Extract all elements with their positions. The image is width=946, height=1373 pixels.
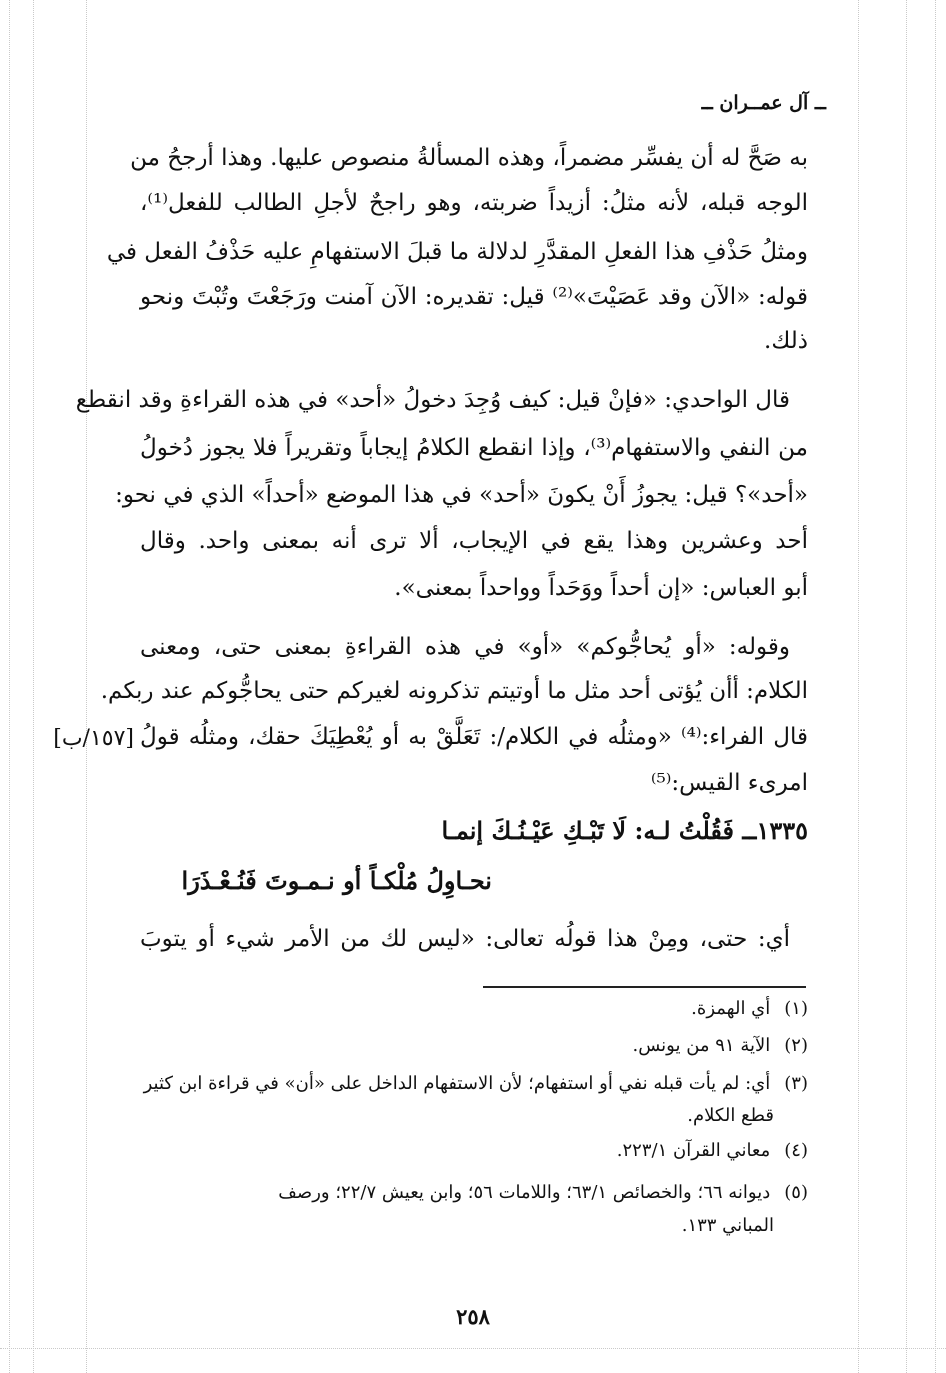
footnote [136, 1182, 808, 1205]
body-line: «أحد»؟ قيل: يجوزُ أَنْ يكونَ «أحد» في هذا الموضع «أحداً» الذي في نحو: [115, 482, 808, 508]
footnote [136, 1035, 808, 1058]
verse-second-hemistich: نحـاوِلُ مُلْكـاً أو نـمـوتَ فَنُـعْـذَرَا [181, 866, 492, 895]
body-line: به صَحَّ له أن يفسِّر مضمراً، وهذه المسألةُ منصوص عليها. وهذا أرجحُ من [130, 145, 808, 171]
running-title: ــ آل عمــران ــ [701, 92, 826, 114]
body-line: قال الواحدي: «فإنْ قيل: كيف وُجِدَ دخولُ «أحد» في هذه القراءةِ وقد انقطع [75, 387, 790, 413]
body-line: قوله: «الآن وقد عَصَيْتَ»⁽²⁾ قيل: تقديره: الآن آمنت ورَجَعْتَ وتُبْتَ ونحو [140, 284, 808, 310]
footnote-number: (٣) [784, 1073, 808, 1094]
page-number: ٢٥٨ [456, 1304, 490, 1329]
body-line: من النفي والاستفهام⁽³⁾، وإذا انقطع الكلامُ إيجاباً وتقريراً فلا يجوز دُخولُ [140, 435, 808, 461]
footnote-separator [483, 986, 806, 988]
body-line: امرىء القيس:⁽⁵⁾ [650, 770, 808, 796]
footnote-text: أي: لم يأت قبله نفي أو استفهام؛ لأن الاستفهام الداخل على «أن» في قراءة ابن كثير [143, 1073, 771, 1094]
footnote-text: الآية ٩١ من يونس. [632, 1035, 771, 1056]
footnote-text: معاني القرآن ٢٢٣/١. [616, 1140, 771, 1161]
footnote-text: ديوانه ٦٦؛ والخصائص ٦٣/١؛ واللامات ٥٦؛ وابن يعيش ٢٢/٧؛ ورصف [278, 1182, 771, 1203]
body-line: ذلك. [764, 328, 808, 354]
body-line: قال الفراء:⁽⁴⁾ «ومثلُه في الكلام/: تَعَلَّقْ به أو يُعْطِيَكَ حقك، ومثلُه قولُ [140, 724, 808, 750]
footnote [136, 1073, 808, 1096]
body-line: الوجه قبله، لأنه مثلُ: أزيداً ضربته، وهو راجحٌ لأجلِ الطالب للفعل⁽¹⁾، [140, 190, 808, 216]
footnote-continuation: المباني ١٣٣. [681, 1215, 774, 1236]
body-line: أبو العباس: «إن أحداً ووَحَداً وواحداً بمعنى». [394, 575, 808, 601]
footnote-continuation: قطع الكلام. [687, 1105, 774, 1126]
footnote [136, 1140, 808, 1163]
footnote [136, 998, 808, 1021]
body-line: أي: حتى، ومِنْ هذا قولُه تعالى: «ليس لك من الأمر شيء أو يتوبَ [140, 926, 790, 952]
footnote-number: (٢) [784, 1035, 808, 1056]
footnote-number: (٤) [784, 1140, 808, 1161]
body-line: وقوله: «أو يُحاجُّوكم» «أو» في هذه القراءةِ بمعنى حتى، ومعنى [140, 634, 790, 660]
footnote-number: (٥) [784, 1182, 808, 1203]
body-line: الكلام: أأن يُؤتى أحد مثل ما أوتيتم تذكرونه لغيركم حتى يحاجُّوكم عند ربكم. [100, 678, 808, 704]
body-line: ومثلُ حَذْفِ هذا الفعلِ المقدَّرِ لدلالة ما قبلَ الاستفهامِ عليه حَذْفُ الفعل في [106, 239, 808, 265]
manuscript-folio-marker: [١٥٧/ب] [53, 726, 134, 751]
body-line: أحد وعشرين وهذا يقع في الإيجاب، ألا ترى أنه بمعنى واحد. وقال [140, 528, 808, 554]
footnote-number: (١) [784, 998, 808, 1019]
footnote-text: أي الهمزة. [691, 998, 771, 1019]
verse-first-hemistich: ١٣٣٥ــ فَقُلْتُ لـه: لَا تَبْـكِ عَيْـنُـكَ إنمـا [441, 816, 808, 845]
